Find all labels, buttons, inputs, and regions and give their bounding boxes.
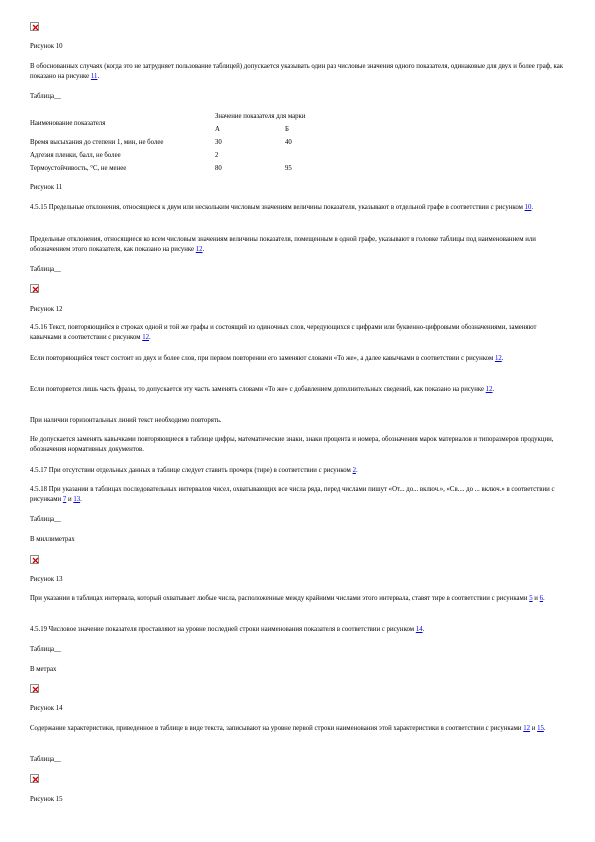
unit-label: В метрах xyxy=(30,666,57,673)
figure-caption: Рисунок 13 xyxy=(30,576,63,583)
paragraph: При наличии горизонтальных линий текст необходимо повторять. xyxy=(30,417,222,424)
figure-link[interactable]: 11 xyxy=(90,73,98,80)
paragraph: Если повторяется лишь часть фразы, то допускается эту часть заменять словами «То же» с добавлением дополнительных сведений, как показано на рисунке 12. xyxy=(30,386,495,393)
figure-link[interactable]: 12 xyxy=(494,355,502,362)
table-header-name: Наименование показателя xyxy=(30,119,106,127)
table-label: Таблица__ xyxy=(30,516,61,523)
figure-link[interactable]: 5 xyxy=(529,595,533,602)
figure-link[interactable]: 6 xyxy=(539,595,544,602)
table-row xyxy=(30,136,355,149)
figure-caption: Рисунок 10 xyxy=(30,43,63,50)
table-row xyxy=(30,149,355,162)
paragraph: При указании в таблицах интервала, который охватывает любые числа, расположенные между крайними числами этого интервала, ставят тире в соответствии с рисунками 5 и 6. xyxy=(30,595,545,602)
table-label: Таблица__ xyxy=(30,266,61,273)
table-label: Таблица__ xyxy=(30,93,61,100)
table-label: Таблица__ xyxy=(30,756,61,763)
broken-image-icon xyxy=(30,22,39,31)
table-header-row xyxy=(30,110,355,123)
figure-link[interactable]: 12 xyxy=(523,725,531,732)
figure-link[interactable]: 14 xyxy=(415,626,423,633)
paragraph: 4.5.15 Предельные отклонения, относящиеся к двум или нескольким числовым значениям величины показателя, указывают в отдельной графе в соответствии с рисунком 10. xyxy=(30,204,534,211)
figure-caption: Рисунок 11 xyxy=(30,184,63,191)
table-cell: 2 xyxy=(215,152,219,159)
figure-link[interactable]: 7 xyxy=(62,496,67,503)
table-cell xyxy=(285,149,355,162)
figure-link[interactable]: 13 xyxy=(73,496,81,503)
broken-image-icon xyxy=(30,555,39,564)
table-header-col-a: А xyxy=(215,126,220,133)
table-cell: Термоустойчивость, °С, не менее xyxy=(30,165,127,172)
table-cell: Время высыхания до степени 1, мин, не более xyxy=(30,139,164,146)
table-header-col-b: Б xyxy=(285,126,289,133)
figure-caption: Рисунок 14 xyxy=(30,705,63,712)
paragraph: Если повторяющийся текст состоит из двух и более слов, при первом повторении его заменяют словами «То же», а далее кавычками в соответствии с рисунком 12. xyxy=(30,355,504,362)
paragraph: 4.5.18 При указании в таблицах последовательных интервалов чисел, охватывающих все числа ряда, перед числами пишут «От... до... включ.», «Св.... до ... включ.» в соответствии с рисунками 7 и 13. xyxy=(30,486,555,503)
paragraph: Предельные отклонения, относящиеся ко всем числовым значениям величины показателя, помещенным в одной графе, указывают в головке таблицы под наименованием или обозначением этого показателя, как показано на рисунке 12. xyxy=(30,236,536,253)
table-header-group: Значение показателя для марки xyxy=(215,113,306,120)
figure-link[interactable]: 10 xyxy=(524,204,532,211)
figure-link[interactable]: 12 xyxy=(195,246,203,253)
paragraph: В обоснованных случаях (когда это не затрудняет пользование таблицей) допускается указывать один раз числовые значения одного показателя, одинаковые для двух и более граф, как показано на рисунке 11. xyxy=(30,63,564,80)
table-cell: 95 xyxy=(285,165,292,172)
paragraph: 4.5.17 При отсутствии отдельных данных в таблице следует ставить прочерк (тире) в соответствии с рисунком 2. xyxy=(30,467,358,474)
figure-link[interactable]: 12 xyxy=(142,334,150,341)
broken-image-icon xyxy=(30,774,39,783)
data-table xyxy=(30,110,355,175)
table-label: Таблица__ xyxy=(30,646,61,653)
paragraph: Не допускается заменять кавычками повторяющиеся в таблице цифры, математические знаки, знаки процента и номера, обозначения марок материалов и типоразмеров продукции, обозначения нормативных документов. xyxy=(30,436,554,453)
table-row xyxy=(30,162,355,175)
figure-link[interactable]: 2 xyxy=(352,467,356,474)
unit-label: В миллиметрах xyxy=(30,536,75,543)
paragraph: 4.5.19 Числовое значение показателя проставляют на уровне последней строки наименования показателя в соответствии с рисунком 14. xyxy=(30,626,425,633)
table-cell: 40 xyxy=(285,139,292,146)
figure-link[interactable]: 15 xyxy=(537,725,544,732)
table-cell: 80 xyxy=(215,165,222,172)
table-cell: 30 xyxy=(215,139,222,146)
broken-image-icon xyxy=(30,684,39,693)
table-cell: Адгезия пленки, балл, не более xyxy=(30,152,121,159)
figure-caption: Рисунок 15 xyxy=(30,796,63,803)
figure-caption: Рисунок 12 xyxy=(30,306,63,313)
broken-image-icon xyxy=(30,284,39,293)
paragraph: Содержание характеристики, приведенное в таблице в виде текста, записывают на уровне первой строки наименования этой характеристики в соответствии с рисунками 12 и 15. xyxy=(30,725,546,732)
paragraph: 4.5.16 Текст, повторяющийся в строках одной и той же графы и состоящий из одиночных слов, чередующихся с цифрами или буквенно-цифровыми обозначениями, заменяют кавычками в соответствии с рисунком 12. xyxy=(30,324,537,341)
figure-link[interactable]: 12 xyxy=(485,386,493,393)
